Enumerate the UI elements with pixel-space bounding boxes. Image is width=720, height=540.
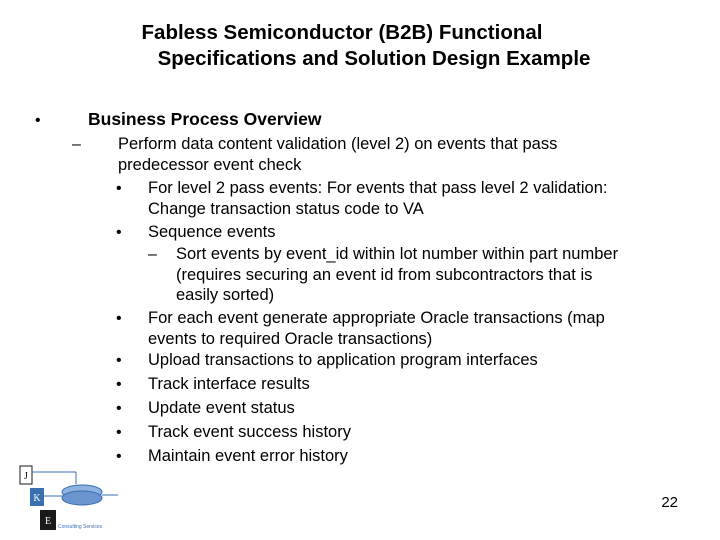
dash-subitem: – (148, 246, 157, 263)
bullet-item-7: • (116, 424, 122, 441)
level1-text-line2: predecessor event check (118, 156, 302, 174)
dash-level1: – (72, 136, 81, 153)
level1-text-line1: Perform data content validation (level 2) on events that pass (118, 135, 558, 153)
item-3-line1: For each event generate appropriate Oracle transactions (map (148, 309, 605, 327)
item-3-line2: events to required Oracle transactions) (148, 330, 433, 348)
company-logo (6, 462, 136, 536)
logo-caption: Consulting Services (58, 524, 103, 530)
logo-letter-k: K (33, 493, 41, 504)
title-line-1: Fabless Semiconductor (B2B) Functional (141, 21, 543, 44)
bullet-item-4: • (116, 352, 122, 369)
item-7-line1: Track event success history (148, 423, 351, 441)
page-number: 22 (661, 494, 678, 511)
title-line-2: Specifications and Solution Design Example (157, 47, 591, 70)
bullet-item-8: • (116, 448, 122, 465)
subitem-line2: (requires securing an event id from subcontractors that is (176, 266, 593, 284)
bullet-item-6: • (116, 400, 122, 417)
bullet-item-3: • (116, 310, 122, 327)
item-1-line2: Change transaction status code to VA (148, 200, 424, 218)
logo-disc-bottom (62, 491, 102, 505)
item-5-line1: Track interface results (148, 375, 310, 393)
logo-letter-e: E (44, 516, 52, 527)
bullet-level0: • (35, 112, 41, 129)
logo-letter-j: J (24, 471, 28, 482)
bullet-item-1: • (116, 180, 122, 197)
slide-title (0, 20, 720, 72)
bullet-item-5: • (116, 376, 122, 393)
subitem-line3: easily sorted) (176, 286, 275, 304)
item-1-line1: For level 2 pass events: For events that pass level 2 validation: (148, 179, 608, 197)
item-2-line1: Sequence events (148, 223, 276, 241)
bullet-item-2: • (116, 224, 122, 241)
item-8-line1: Maintain event error history (148, 447, 348, 465)
subitem-line1: Sort events by event_id within lot number within part number (176, 245, 619, 263)
section-heading: Business Process Overview (88, 109, 322, 129)
item-4-line1: Upload transactions to application program interfaces (148, 351, 538, 369)
item-6-line1: Update event status (148, 399, 295, 417)
